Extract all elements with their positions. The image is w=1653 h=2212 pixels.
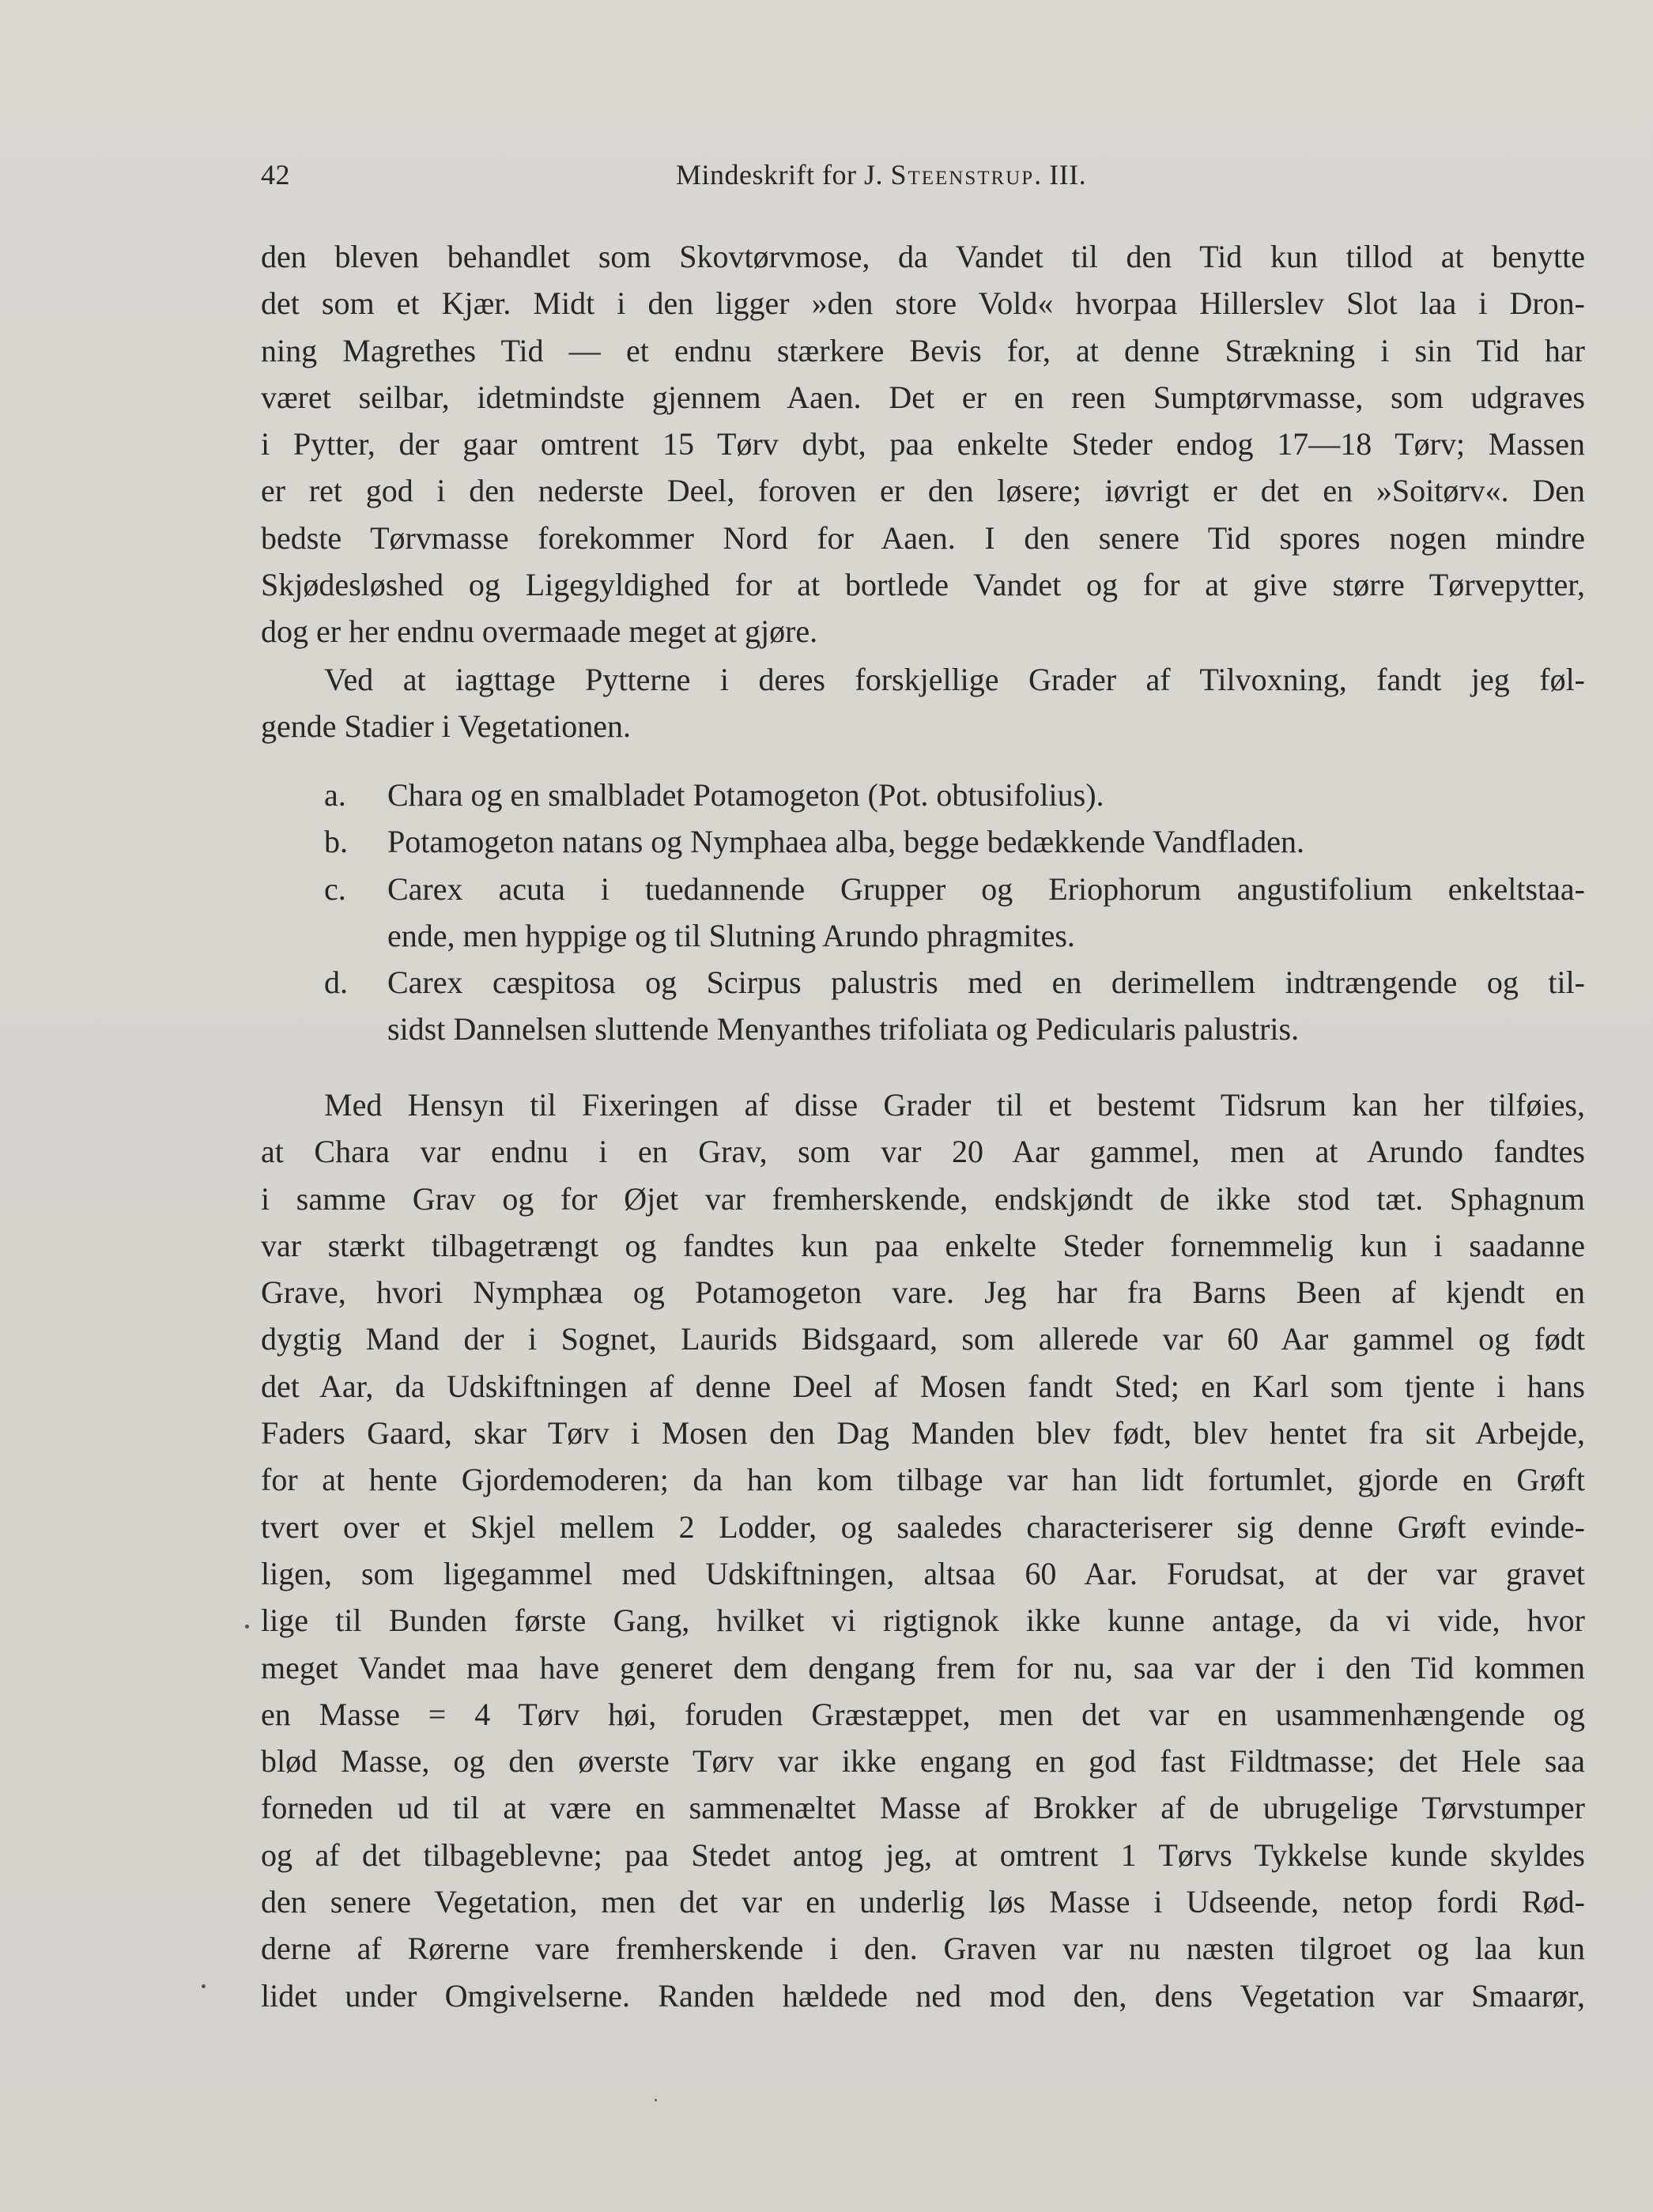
text-line: og af det tilbageblevne; paa Stedet antog jeg, at omtrent 1 Tørvs Tykkelse kunde skyldes	[261, 1836, 1585, 1873]
text-line: dygtig Mand der i Sognet, Laurids Bidsgaard, som allerede var 60 Aar gammel og født	[261, 1321, 1585, 1357]
text-line: tvert over et Skjel mellem 2 Lodder, og saaledes characteriserer sig denne Grøft evinde-	[261, 1508, 1585, 1545]
text-line: Med Hensyn til Fixeringen af disse Grader til et bestemt Tidsrum kan her tilføies,	[324, 1087, 1585, 1123]
text-line: var stærkt tilbagetrængt og fandtes kun paa enkelte Steder fornemmelig kun i saadanne	[261, 1227, 1585, 1263]
text-line: bedste Tørvmasse forekommer Nord for Aaen. I den senere Tid spores nogen mindre	[261, 519, 1585, 556]
text-line: lige til Bunden første Gang, hvilket vi rigtignok ikke kunne antage, da vi vide, hvor	[261, 1602, 1585, 1639]
paper-speck	[655, 2099, 657, 2101]
text-line: den senere Vegetation, men det var en underlig løs Masse i Udseende, netop fordi Rød-	[261, 1884, 1585, 1920]
list-item	[261, 772, 1585, 818]
text-line: er ret god i den nederste Deel, foroven er den løsere; iøvrigt er det en »Soitørv«. Den	[261, 473, 1585, 509]
text-line: Carex acuta i tuedannende Grupper og Eriophorum angustifolium enkeltstaa-	[387, 870, 1585, 907]
text-line: at Chara var endnu i en Grav, som var 20 Aar gammel, men at Arundo fandtes	[261, 1134, 1585, 1170]
text-line: det Aar, da Udskiftningen af denne Deel af Mosen fandt Sted; en Karl som tjente i hans	[261, 1368, 1585, 1404]
text-line: blød Masse, og den øverste Tørv var ikke engang en god fast Fildtmasse; det Hele saa	[261, 1743, 1585, 1780]
text-line: ning Magrethes Tid — et endnu stærkere Bevis for, at denne Strækning i sin Tid har	[261, 332, 1585, 368]
text-line: for at hente Gjordemoderen; da han kom tilbage var han lidt fortumlet, gjorde en Grøft	[261, 1462, 1585, 1498]
text-line: Chara og en smalbladet Potamogeton (Pot. obtusifolius).	[387, 777, 1104, 813]
running-title-name: Steenstrup	[890, 159, 1035, 191]
text-line: lidet under Omgivelserne. Randen hældede ned mod den, dens Vegetation var Smaarør,	[261, 1977, 1585, 2014]
list-item	[261, 818, 1585, 865]
list-item	[261, 959, 1585, 1053]
text-line: ligen, som ligegammel med Udskiftningen, altsaa 60 Aar. Forudsat, at der var gravet	[261, 1555, 1585, 1591]
list-marker: c.	[324, 870, 346, 907]
list-marker: a.	[324, 777, 346, 813]
text-line: dog er her endnu overmaade meget at gjøre.	[261, 613, 818, 650]
text-line: Faders Gaard, skar Tørv i Mosen den Dag Manden blev født, blev hentet fra sit Arbejde,	[261, 1415, 1585, 1451]
text-line: været seilbar, idetmindste gjennem Aaen. Det er en reen Sumptørvmasse, som udgraves	[261, 379, 1585, 415]
text-line: i samme Grav og for Øjet var fremherskende, endskjøndt de ikke stod tæt. Sphagnum	[261, 1180, 1585, 1217]
text-line: det som et Kjær. Midt i den ligger »den store Vold« hvorpaa Hillerslev Slot laa i Dron-	[261, 285, 1585, 322]
page-number: 42	[261, 159, 290, 191]
text-line: sidst Dannelsen sluttende Menyanthes trifoliata og Pedicularis palustris.	[387, 1011, 1300, 1047]
paragraph-1	[261, 233, 1585, 655]
text-line: Ved at iagttage Pytterne i deres forskjellige Grader af Tilvoxning, fandt jeg føl-	[324, 662, 1585, 697]
text-line: derne af Rørerne vare fremherskende i den. Graven var nu næsten tilgroet og laa kun	[261, 1931, 1585, 1967]
list-item	[261, 866, 1585, 960]
text-line: Skjødesløshed og Ligegyldighed for at bortlede Vandet og for at give større Tørvepytter,	[261, 567, 1585, 603]
list-marker: b.	[324, 824, 348, 860]
list-marker: d.	[324, 964, 348, 1001]
text-line: den bleven behandlet som Skovtørvmose, da Vandet til den Tid kun tillod at benytte	[261, 239, 1585, 274]
paper-speck	[202, 1984, 206, 1988]
running-title-prefix: Mindeskrift for J.	[676, 159, 883, 191]
text-line: Carex cæspitosa og Scirpus palustris med en derimellem indtrængende og til-	[387, 964, 1585, 1001]
paper-speck	[245, 1625, 249, 1629]
running-title-suffix: . III.	[1034, 159, 1087, 191]
text-line: forneden ud til at være en sammenæltet Masse af Brokker af de ubrugelige Tørvstumper	[261, 1790, 1585, 1826]
text-line: en Masse = 4 Tørv høi, foruden Græstæppet, men det var en usammenhængende og	[261, 1696, 1585, 1732]
text-line: ende, men hyppige og til Slutning Arundo phragmites.	[387, 917, 1075, 953]
text-line: Grave, hvori Nymphæa og Potamogeton vare. Jeg har fra Barns Been af kjendt en	[261, 1274, 1585, 1311]
running-title	[676, 158, 1086, 191]
text-line: Potamogeton natans og Nymphaea alba, begge bedækkende Vandfladen.	[387, 824, 1305, 860]
paragraph-3	[261, 1081, 1585, 2019]
running-head	[261, 158, 1589, 198]
text-line: gende Stadier i Vegetationen.	[261, 708, 632, 745]
text-line: meget Vandet maa have generet dem dengang frem for nu, saa var der i den Tid kommen	[261, 1649, 1585, 1685]
vegetation-stages-list	[261, 772, 1585, 1053]
text-line: i Pytter, der gaar omtrent 15 Tørv dybt, paa enkelte Steder endog 17—18 Tørv; Massen	[261, 426, 1585, 462]
paragraph-2	[261, 656, 1585, 750]
